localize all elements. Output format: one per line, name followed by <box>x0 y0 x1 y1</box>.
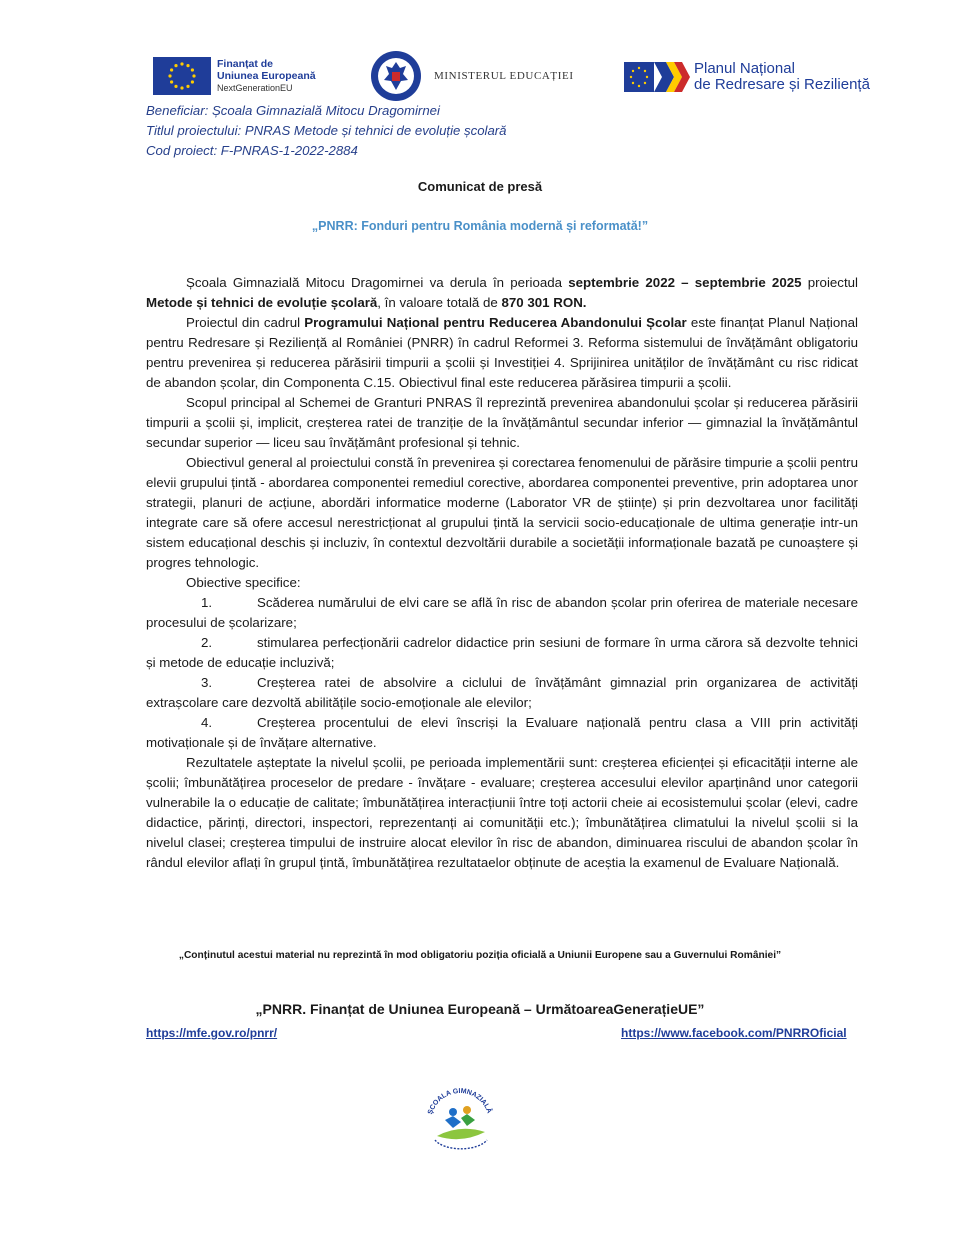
program-name: Programului Național pentru Reducerea Abandonului Școlar <box>304 315 687 330</box>
eu-logo-line2: Uniunea Europeană <box>217 70 316 82</box>
eu-logo-line3: NextGenerationEU <box>217 83 293 93</box>
school-logo-icon <box>417 1078 503 1158</box>
eu-flag-icon <box>153 57 211 95</box>
project-period: septembrie 2022 – septembrie 2025 <box>568 275 802 290</box>
ministry-name: MINISTERUL EDUCAȚIEI <box>434 70 574 82</box>
eu-logo-line1: Finanțat de <box>217 58 274 70</box>
government-logo <box>370 50 590 102</box>
objective-number: 3. <box>201 675 213 690</box>
pnrr-logo-line1: Planul Național <box>694 60 795 77</box>
intro-text: proiectul <box>801 275 858 290</box>
objective-item <box>146 713 858 753</box>
project-name: Metode și tehnici de evoluție școlară <box>146 295 378 310</box>
footer-slogan: „PNRR. Finanțat de Uniunea Europeană – UrmătoareaGenerațieUE” <box>255 1001 705 1017</box>
project-title: Titlul proiectului: PNRAS Metode și tehnici de evoluție școlară <box>146 123 507 138</box>
slogan: „PNRR: Fonduri pentru România modernă și reformată!” <box>311 219 649 233</box>
objective-item <box>146 593 858 633</box>
objective-item <box>146 673 858 713</box>
project-code: Cod proiect: F-PNRAS-1-2022-2884 <box>146 143 358 158</box>
program-text: Proiectul din cadrul <box>186 315 305 330</box>
paragraph-intro <box>146 273 858 313</box>
objective-text: Creșterea procentului de elevi înscriși la Evaluare națională pentru clasa a VIII prin activități motivaționale și de învățare alternative. <box>146 715 858 750</box>
objective-number: 1. <box>201 595 213 610</box>
intro-text: Școala Gimnazială Mitocu Dragomirnei va derula în perioada <box>186 275 569 290</box>
objectives-heading: Obiective specifice: <box>186 575 301 590</box>
government-seal-icon <box>370 50 422 102</box>
pnrr-logo-line2: de Redresare și Reziliență <box>694 76 870 93</box>
pnrr-logo <box>624 58 914 96</box>
mfe-link[interactable]: https://mfe.gov.ro/pnrr/ <box>146 1026 278 1040</box>
objective-text: Creșterea ratei de absolvire a ciclului de învățământ gimnazial prin organizarea de activități extrașcolare care dezvoltă abilitățile socio-emoționale ale elevilor; <box>146 675 858 710</box>
intro-text: , în valoare totală de <box>377 295 502 310</box>
paragraph-program <box>146 313 858 393</box>
pnrr-flag-icon <box>624 60 690 94</box>
objective-text: Scăderea numărului de elvi care se află în risc de abandon școlar prin oferirea de materiale necesare procesului de școlarizare; <box>146 595 858 630</box>
press-release-body <box>146 273 858 873</box>
objective-number: 2. <box>201 635 213 650</box>
beneficiary: Beneficiar: Școala Gimnazială Mitocu Dragomirnei <box>146 103 440 118</box>
paragraph-general-objective: Obiectivul general al proiectului constă în prevenirea și corectarea fenomenului de părăsire timpurie a școlii pentru elevii grupului țintă - abordarea componentei remediul corective, abordarea componentei preventive, prin adoptarea unor strategii, planuri de acțiune, abordări informatice moderne (Laborator VR de științe) și prin dezvoltarea unor facilități integrate care să ofere accesul nerestricționat al grupului țintă la servicii socio-educaționale de ultima generație intr-un sistem educațional deschis și incluziv, în contextul dezvoltării durabile a societății informaționale bazată pe cunoaștere și progres tehnologic. <box>146 455 858 570</box>
svg-text:ȘCOALA GIMNAZIALĂ: ȘCOALA GIMNAZIALĂ <box>427 1087 493 1116</box>
eu-funding-logo <box>153 56 343 96</box>
objective-text: stimularea perfecționării cadrelor didactice prin sesiuni de formare în urma cărora să dezvolte tehnici și metode de educație incluzivă; <box>146 635 858 670</box>
disclaimer: „Conținutul acestui material nu reprezintă în mod obligatoriu poziția oficială a Uniunii Europene sau a Guvernului României” <box>178 950 782 961</box>
page-title: Comunicat de presă <box>417 179 543 194</box>
project-value: 870 301 RON. <box>501 295 587 310</box>
objective-item <box>146 633 858 673</box>
paragraph-scope: Scopul principal al Schemei de Granturi PNRAS îl reprezintă prevenirea abandonului școlar și reducerea părăsirii timpurii a școlii și, implicit, creșterea ratei de tranziție de la învățământul secundar inferior — gimnazial la învățământul secundar superior — liceu sau învățământ profesional și tehnic. <box>146 395 858 450</box>
program-text: este finanțat Planul Național pentru Redresare și Reziliență al României (PNRR) în cadrul Reformei 3. Reforma sistemului de învățământ obligatoriu pentru prevenirea și reducerea părăsirii timpurii a școlii și Investiției 4. Sprijinirea unităților de învățământ cu risc ridicat de abandon școlar, din Componenta C.15. Obiectivul final este reducerea părăsirea timpurii a școlii. <box>146 315 858 390</box>
objective-number: 4. <box>201 715 213 730</box>
facebook-link[interactable]: https://www.facebook.com/PNRROficial <box>621 1026 847 1040</box>
paragraph-results: Rezultatele așteptate la nivelul școlii, pe perioada implementării sunt: creșterea eficienței și eficacității interne ale școlii; îmbunătățirea proceselor de predare - învățare - evaluare; creșterea accesului elevilor aparținând unor categorii vulnerabile la o educație de calitate; îmbunătățirea interacțiunii între toți actorii cheie ai ecosistemului școlar (elevi, cadre didactice, părinți, directori, inspectori, reprezentanți ai comunității etc.); îmbunătățirea climatului la nivelul școlii si la nivelul clasei; creșterea timpului de instruire alocat elevilor în risc de abandon, diminuarea riscului de abandon școlar în rândul elevilor aflați în grupul țintă, îmbunătățirea rezultataelor obținute de aceștia la examenul de Evaluare Națională. <box>146 755 858 870</box>
project-meta <box>146 101 846 161</box>
